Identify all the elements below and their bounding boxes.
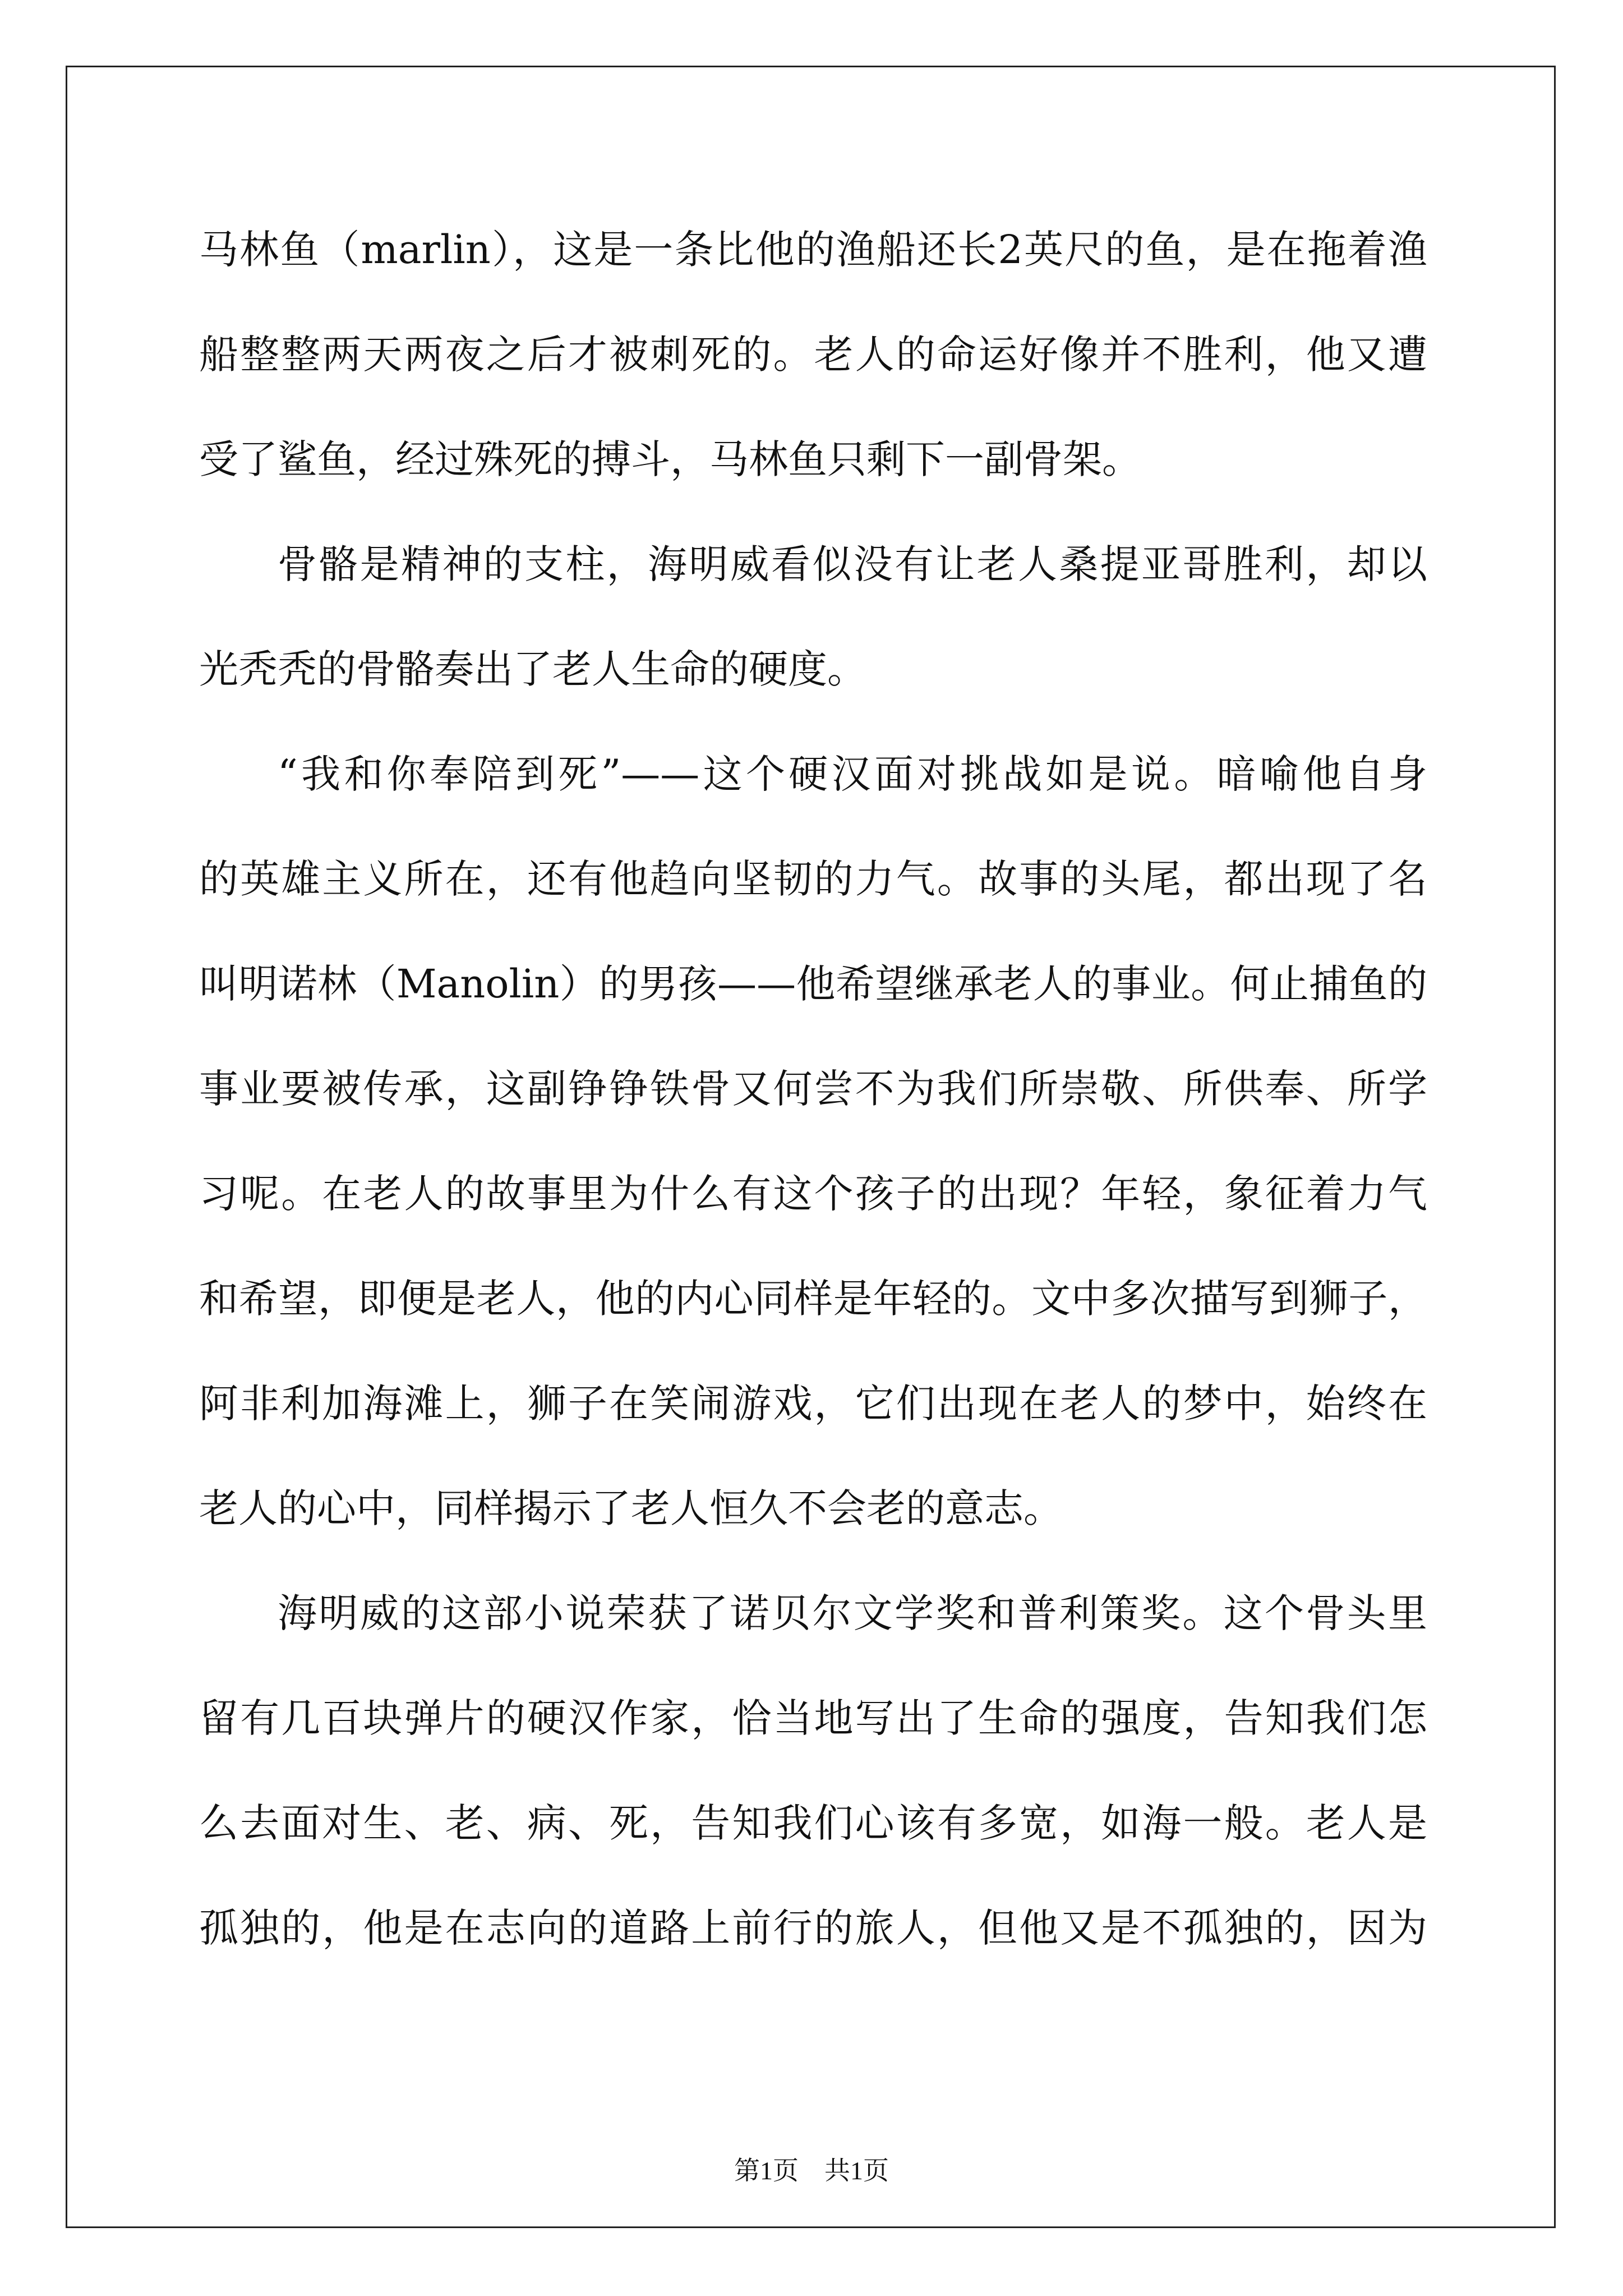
paragraph-2-line-2: 光秃秃的骨骼奏出了老人生命的硬度。 [199,646,866,692]
paragraph-4-line-1: 海明威的这部小说荣获了诺贝尔文学奖和普利策奖。这个骨头里 [278,1590,1427,1636]
page-number-footer: 第1页 共1页 [734,2156,889,2185]
paragraph-3-line-7: 阿非利加海滩上，狮子在笑闹游戏，它们出现在老人的梦中，始终在 [199,1381,1427,1427]
paragraph-3-line-5: 习呢。在老人的故事里为什么有这个孩子的出现？年轻，象征着力气 [199,1171,1427,1217]
paragraph-1-line-1: 马林鱼（marlin），这是一条比他的渔船还长2英尺的鱼，是在拖着渔 [199,227,1427,273]
paragraph-4-line-2: 留有几百块弹片的硬汉作家，恰当地写出了生命的强度，告知我们怎 [199,1695,1427,1741]
paragraph-3-line-6: 和希望，即便是老人，他的内心同样是年轻的。文中多次描写到狮子， [199,1276,1427,1322]
paragraph-4-line-4: 孤独的，他是在志向的道路上前行的旅人，但他又是不孤独的，因为 [199,1905,1427,1951]
paragraph-1-line-2: 船整整两天两夜之后才被刺死的。老人的命运好像并不胜利，他又遭 [199,332,1427,378]
paragraph-4-line-3: 么去面对生、老、病、死，告知我们心该有多宽，如海一般。老人是 [199,1800,1427,1846]
paragraph-3-line-4: 事业要被传承，这副铮铮铁骨又何尝不为我们所崇敬、所供奉、所学 [199,1066,1427,1112]
document-body [199,222,1427,2005]
paragraph-3-line-2: 的英雄主义所在，还有他趋向坚韧的力气。故事的头尾，都出现了名 [199,856,1427,902]
paragraph-2-line-1: 骨骼是精神的支柱，海明威看似没有让老人桑提亚哥胜利，却以 [278,541,1427,587]
paragraph-3-line-1: “我和你奉陪到死”——这个硬汉面对挑战如是说。暗喻他自身 [278,751,1427,797]
paragraph-3-line-8: 老人的心中，同样揭示了老人恒久不会老的意志。 [199,1485,1063,1531]
paragraph-3-line-3: 叫明诺林（Manolin）的男孩——他希望继承老人的事业。何止捕鱼的 [199,961,1427,1007]
paragraph-1-line-3: 受了鲨鱼，经过殊死的搏斗，马林鱼只剩下一副骨架。 [199,436,1141,482]
